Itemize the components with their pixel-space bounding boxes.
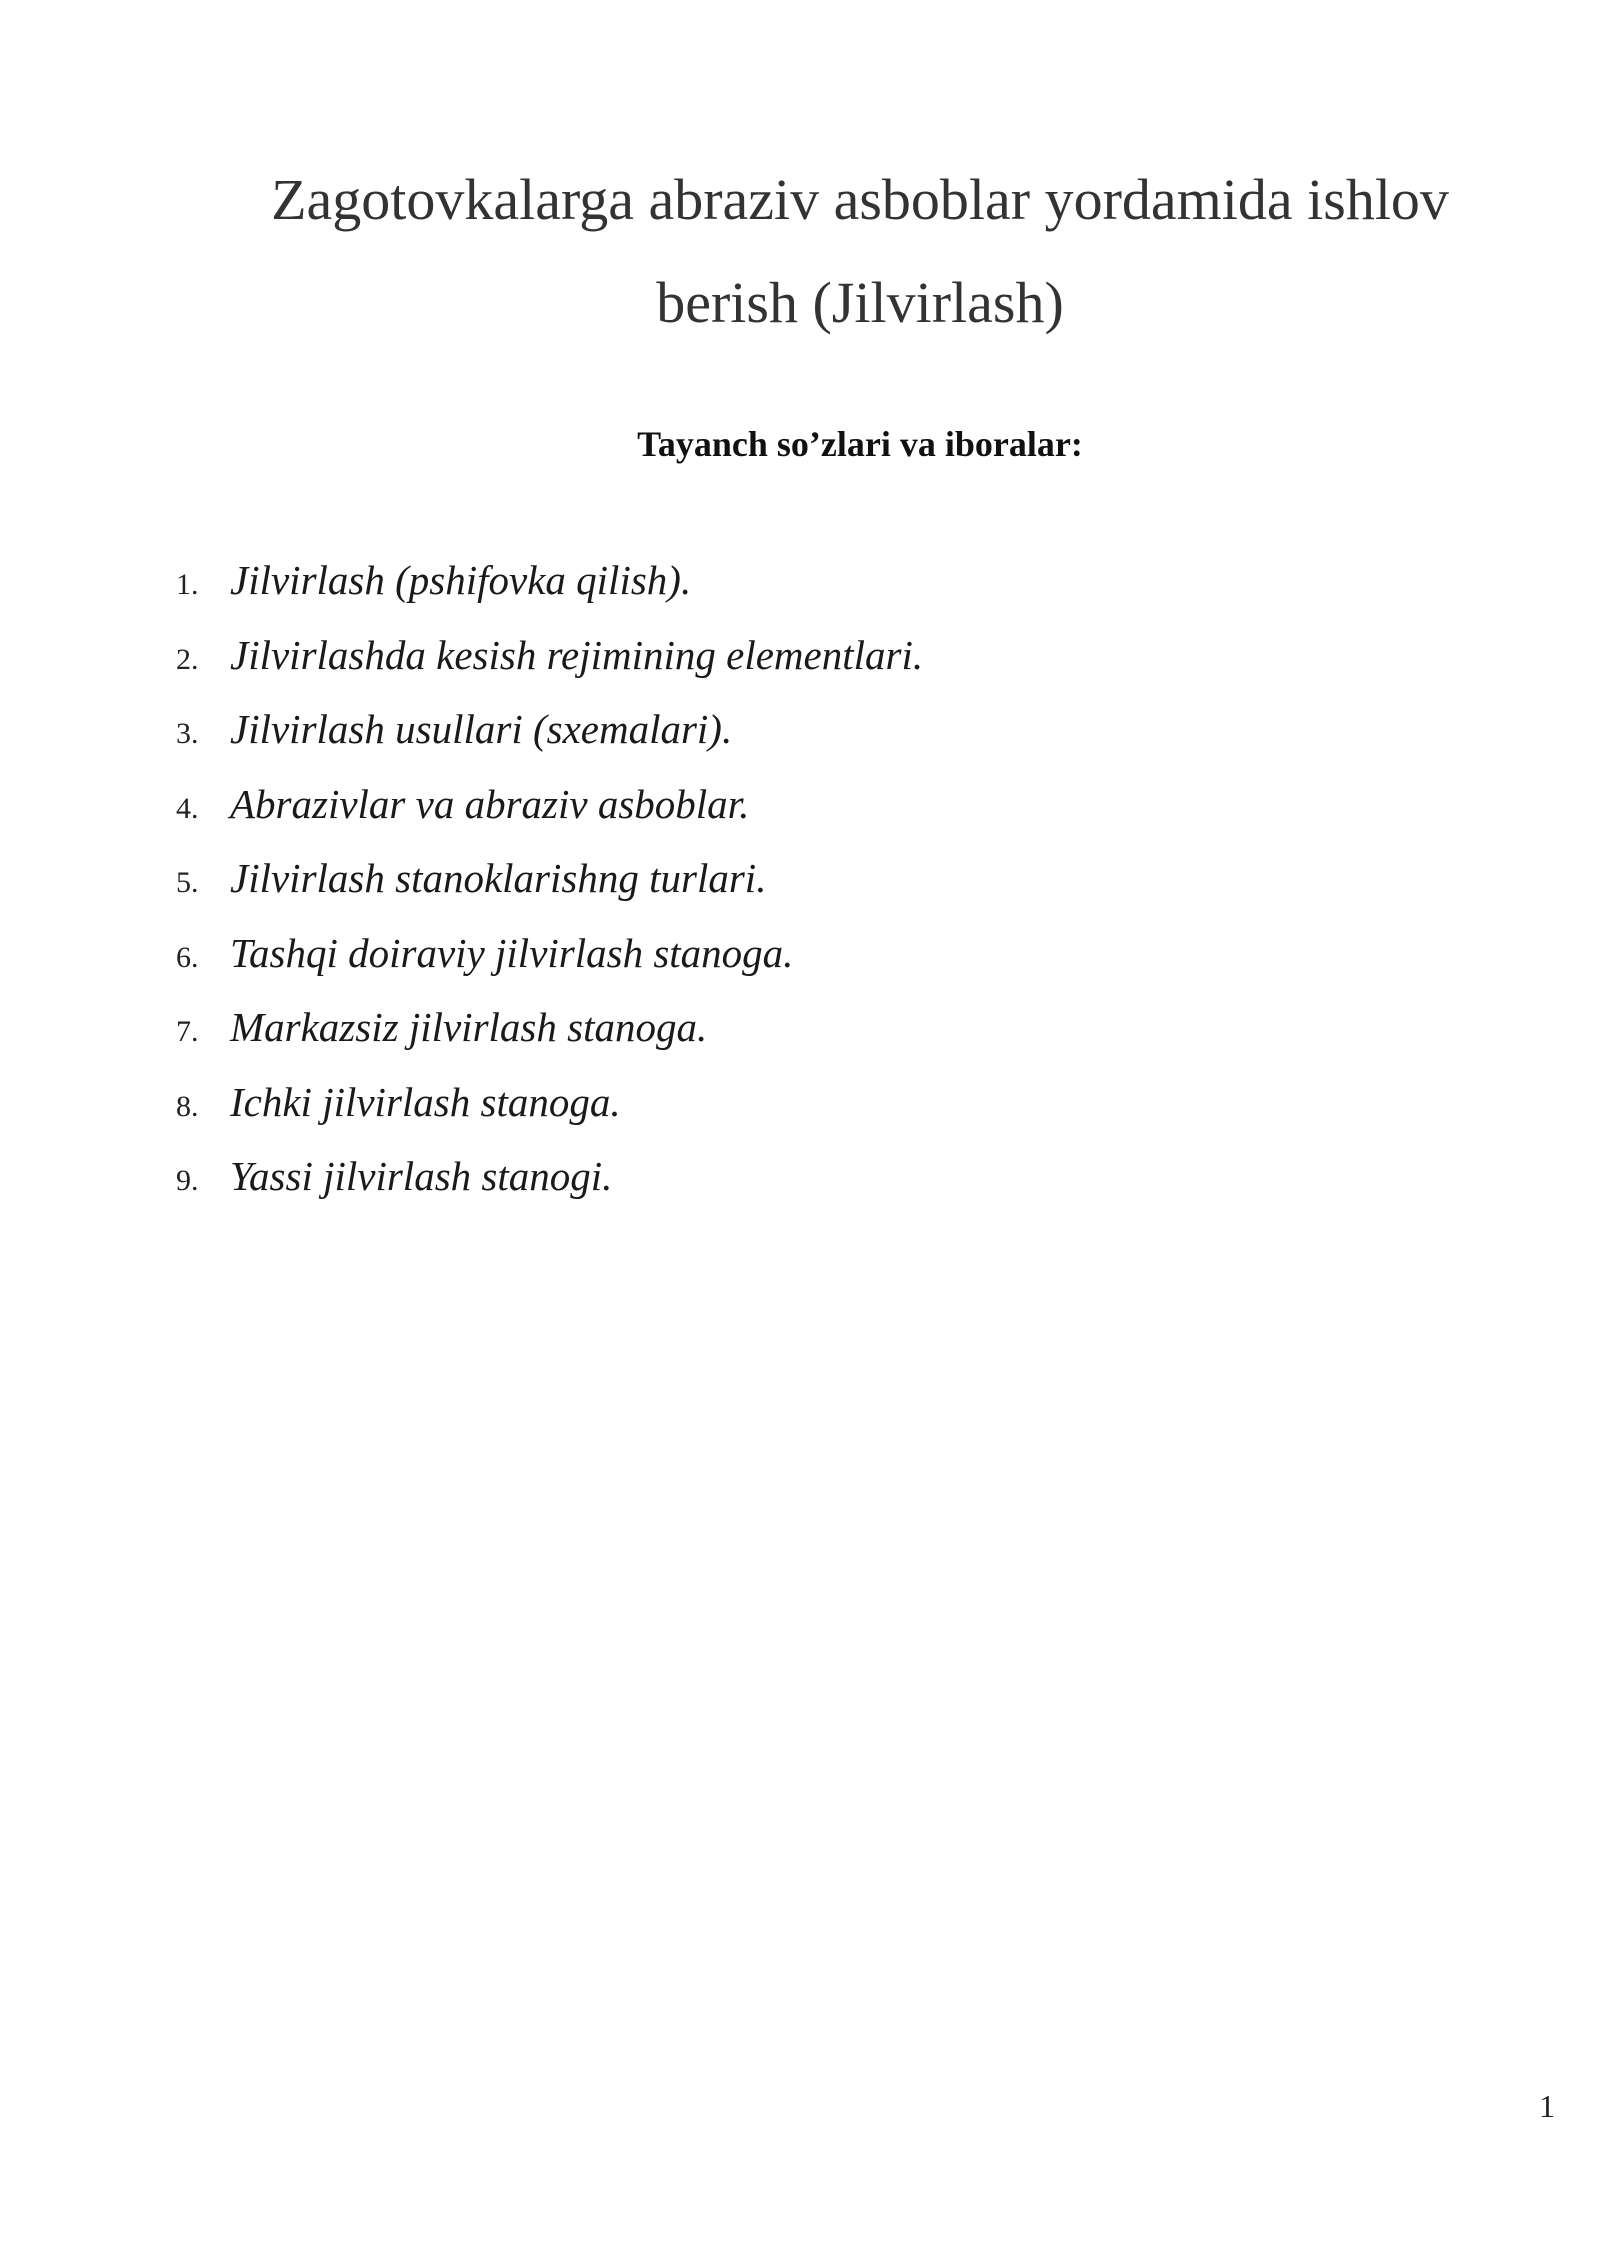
list-item: [176, 772, 1476, 847]
list-item-text: Jilvirlash stanoklarishng turlari.: [230, 855, 767, 901]
page-number: 1: [1539, 2088, 1555, 2124]
document-title: Zagotovkalarga abraziv asboblar yordamida ishlov berish (Jilvirlash): [271, 167, 1449, 335]
list-item-number: 2.: [176, 642, 199, 676]
list-item: [176, 846, 1476, 921]
list-item: [176, 1070, 1476, 1145]
list-item-text: Tashqi doiraviy jilvirlash stanoga.: [230, 929, 794, 976]
list-item-number: 9.: [176, 1164, 199, 1197]
list-item-number: 7.: [176, 1015, 199, 1048]
list-item-number: 8.: [176, 1089, 199, 1123]
list-item: [176, 623, 1476, 698]
list-item-text: Jilvirlashda kesish rejimining elementlari.: [230, 631, 924, 678]
list-item-text: Yassi jilvirlash stanogi.: [230, 1153, 613, 1199]
keyword-list: [176, 548, 1476, 1219]
keywords-heading: Tayanch so’zlari va iboralar:: [637, 424, 1083, 464]
list-item-text: Jilvirlash (pshifovka qilish).: [230, 557, 692, 603]
list-item-text: Markazsiz jilvirlash stanoga.: [230, 1004, 708, 1050]
list-item-text: Abrazivlar va abraziv asboblar.: [230, 780, 750, 827]
list-item: [176, 697, 1476, 772]
list-item: [176, 921, 1476, 996]
list-item-number: 5.: [176, 866, 199, 899]
list-item-number: 3.: [176, 717, 199, 750]
list-item-text: Jilvirlash usullari (sxemalari).: [230, 706, 733, 752]
list-item-number: 6.: [176, 940, 199, 974]
list-item-number: 1.: [176, 568, 199, 601]
list-item-text: Ichki jilvirlash stanoga.: [230, 1078, 621, 1125]
list-item: [176, 1144, 1476, 1219]
list-item: [176, 548, 1476, 623]
list-item: [176, 995, 1476, 1070]
list-item-number: 4.: [176, 791, 199, 825]
